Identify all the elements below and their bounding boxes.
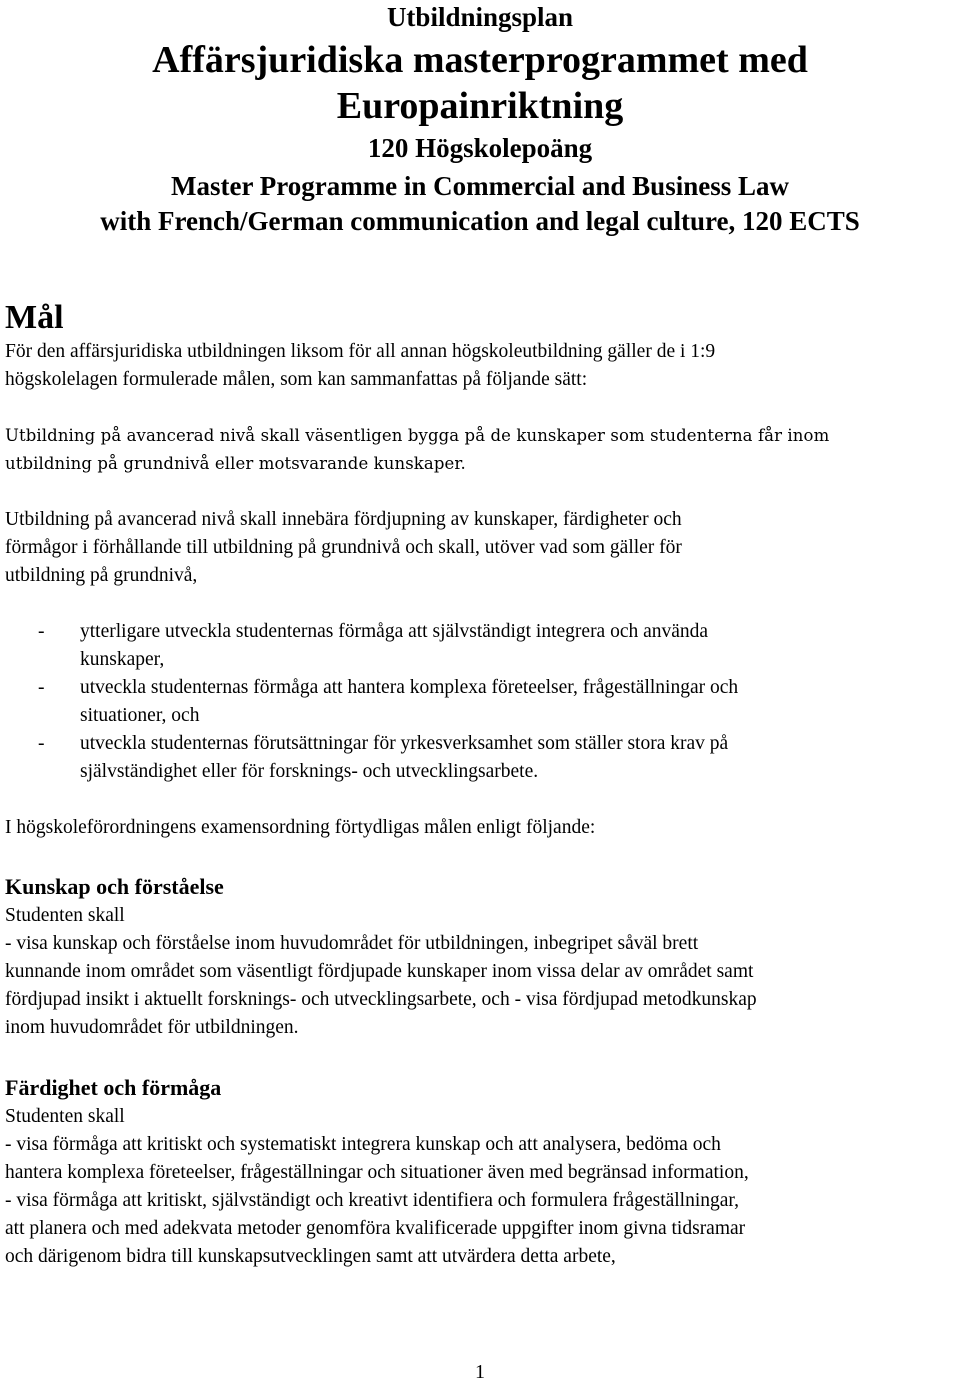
fardighet-line5: och därigenom bidra till kunskapsutvecklingen samt att utvärdera detta arbete, [5,1246,616,1267]
section-title-mal: Mål [5,299,64,336]
examen-intro-line: I högskoleförordningens examensordning förtydligas målen enligt följande: [5,817,596,838]
mal-para1-line1: Utbildning på avancerad nivå skall väsentligen bygga på de kunskaper som studenterna får inom [5,426,830,445]
kunskap-line2: kunnande inom området som väsentligt fördjupade kunskaper inom vissa delar av området samt [5,961,754,982]
mal-para1-line2: utbildning på grundnivå eller motsvarande kunskaper. [5,454,466,473]
mal-para2-line2: förmågor i förhållande till utbildning på grundnivå och skall, utöver vad som gäller för [5,537,682,558]
kunskap-line4: inom huvudområdet för utbildningen. [5,1017,299,1038]
fardighet-lead: Studenten skall [5,1106,125,1127]
document-type-heading: Utbildningsplan [386,2,574,32]
kunskap-lead: Studenten skall [5,905,125,926]
page-number: 1 [475,1361,485,1383]
bullet-dash: - [38,621,45,642]
bullet-text-line1: utveckla studenternas förmåga att hantera komplexa företeelser, frågeställningar och [80,677,739,698]
fardighet-line3: - visa förmåga att kritiskt, självständigt och kreativt identifiera och formulera frågeställningar, [5,1190,740,1211]
fardighet-line2: hantera komplexa företeelser, frågeställningar och situationer även med begränsad information, [5,1162,749,1183]
bullet-text-line1: utveckla studenternas förutsättningar för yrkesverksamhet som ställer stora krav på [80,733,729,754]
bullet-dash: - [38,677,45,698]
section-title-kunskap: Kunskap och förståelse [5,874,224,899]
mal-para2-line1: Utbildning på avancerad nivå skall innebära fördjupning av kunskaper, färdigheter och [5,509,682,530]
kunskap-line3: fördjupad insikt i aktuellt forsknings- och utvecklingsarbete, och - visa fördjupad metodkunskap [5,989,757,1010]
fardighet-line4: att planera och med adekvata metoder genomföra kvalificerade uppgifter inom givna tidsramar [5,1218,746,1239]
bullet-text-line2: situationer, och [80,705,200,726]
program-credits: 120 Högskolepoäng [367,133,593,163]
bullet-dash: - [38,733,45,754]
fardighet-line1: - visa förmåga att kritiskt och systematiskt integrera kunskap och att analysera, bedöma och [5,1134,721,1155]
mal-intro-line2: högskolelagen formulerade målen, som kan sammanfattas på följande sätt: [5,369,588,390]
program-title-line2: Europainriktning [336,85,624,127]
bullet-text-line2: självständighet eller för forsknings- och utvecklingsarbete. [80,761,539,782]
section-title-fardighet: Färdighet och förmåga [5,1075,222,1100]
english-title-line2: with French/German communication and legal culture, 120 ECTS [100,206,860,236]
mal-intro-line1: För den affärsjuridiska utbildningen liksom för all annan högskoleutbildning gäller de i 1:9 [5,341,716,362]
bullet-text-line2: kunskaper, [80,649,165,670]
bullet-text-line1: ytterligare utveckla studenternas förmåga att självständigt integrera och använda [80,621,709,642]
mal-para2-line3: utbildning på grundnivå, [5,565,198,586]
program-title-line1: Affärsjuridiska masterprogrammet med [152,39,808,81]
kunskap-line1: - visa kunskap och förståelse inom huvudområdet för utbildningen, inbegripet såväl brett [5,933,699,954]
english-title-line1: Master Programme in Commercial and Business Law [171,171,789,201]
